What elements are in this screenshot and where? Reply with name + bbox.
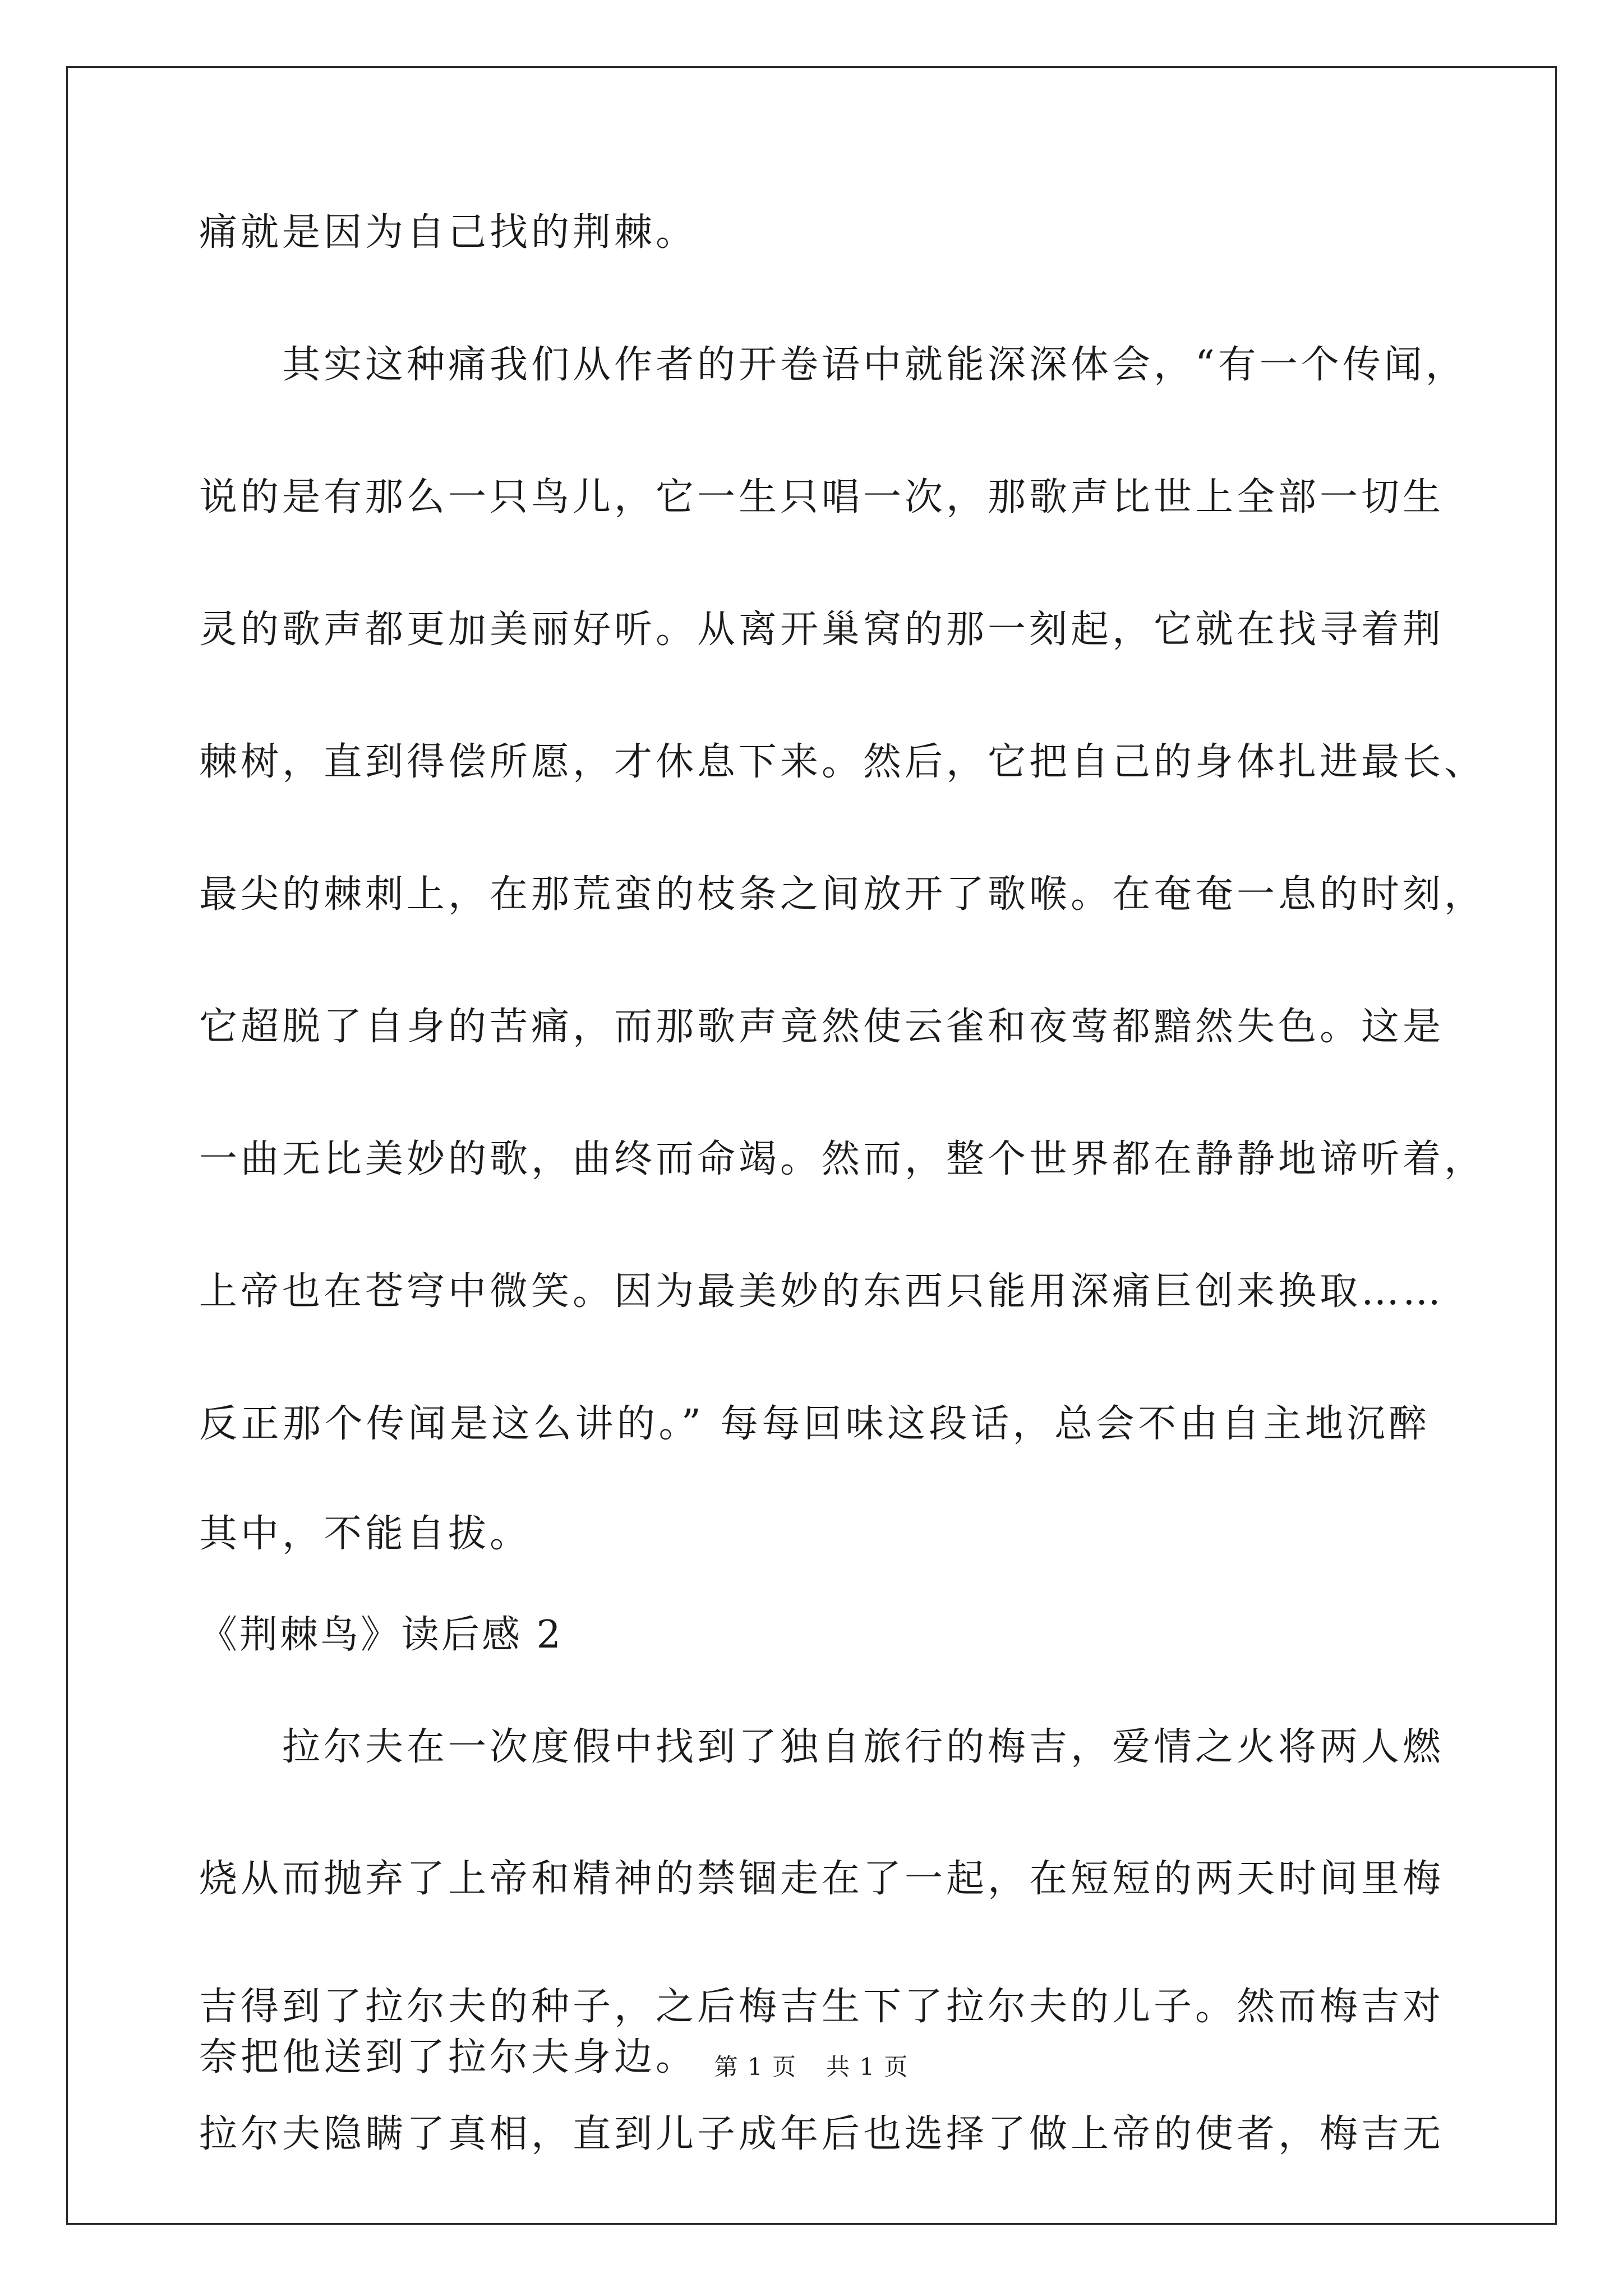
section-heading: 《荆棘鸟》读后感 2 bbox=[199, 1613, 563, 1657]
paragraph-line: 拉尔夫在一次度假中找到了独自旅行的梅吉，爱情之火将两人燃 bbox=[282, 1725, 1445, 1769]
paragraph-line: 痛就是因为自己找的荆棘。 bbox=[199, 210, 698, 255]
paragraph-line: 最尖的棘刺上，在那荒蛮的枝条之间放开了歌喉。在奄奄一息的时刻， bbox=[199, 872, 1486, 917]
paragraph-line: 灵的歌声都更加美丽好听。从离开巢窝的那一刻起，它就在找寻着荆 bbox=[199, 608, 1445, 652]
paragraph-line: 拉尔夫隐瞒了真相，直到儿子成年后也选择了做上帝的使者，梅吉无 bbox=[199, 2112, 1445, 2156]
paragraph-line: 棘树，直到得偿所愿，才休息下来。然后，它把自己的身体扎进最长、 bbox=[199, 740, 1486, 784]
paragraph-line: 烧从而抛弃了上帝和精神的禁锢走在了一起，在短短的两天时间里梅 bbox=[199, 1857, 1445, 1901]
paragraph-line: 一曲无比美妙的歌，曲终而命竭。然而，整个世界都在静静地谛听着， bbox=[199, 1137, 1486, 1181]
paragraph-line: 上帝也在苍穹中微笑。因为最美妙的东西只能用深痛巨创来换取…… bbox=[199, 1269, 1445, 1314]
page-number: 第 1 页 bbox=[714, 2053, 797, 2081]
paragraph-line: 其中，不能自拔。 bbox=[199, 1512, 532, 1556]
paragraph-line: 反正那个传闻是这么讲的。” 每每回味这段话，总会不由自主地沉醉 bbox=[199, 1402, 1430, 1446]
paragraph-line: 它超脱了自身的苦痛，而那歌声竟然使云雀和夜莺都黯然失色。这是 bbox=[199, 1005, 1445, 1049]
paragraph-line: 奈把他送到了拉尔夫身边。 bbox=[199, 2035, 698, 2079]
page-footer bbox=[0, 2050, 1623, 2084]
paragraph-line: 其实这种痛我们从作者的开卷语中就能深深体会，“有一个传闻， bbox=[282, 343, 1467, 387]
page-total: 共 1 页 bbox=[826, 2053, 909, 2081]
paragraph-line: 说的是有那么一只鸟儿，它一生只唱一次，那歌声比世上全部一切生 bbox=[199, 475, 1445, 519]
paragraph-line: 吉得到了拉尔夫的种子，之后梅吉生下了拉尔夫的儿子。然而梅吉对 bbox=[199, 1985, 1445, 2029]
